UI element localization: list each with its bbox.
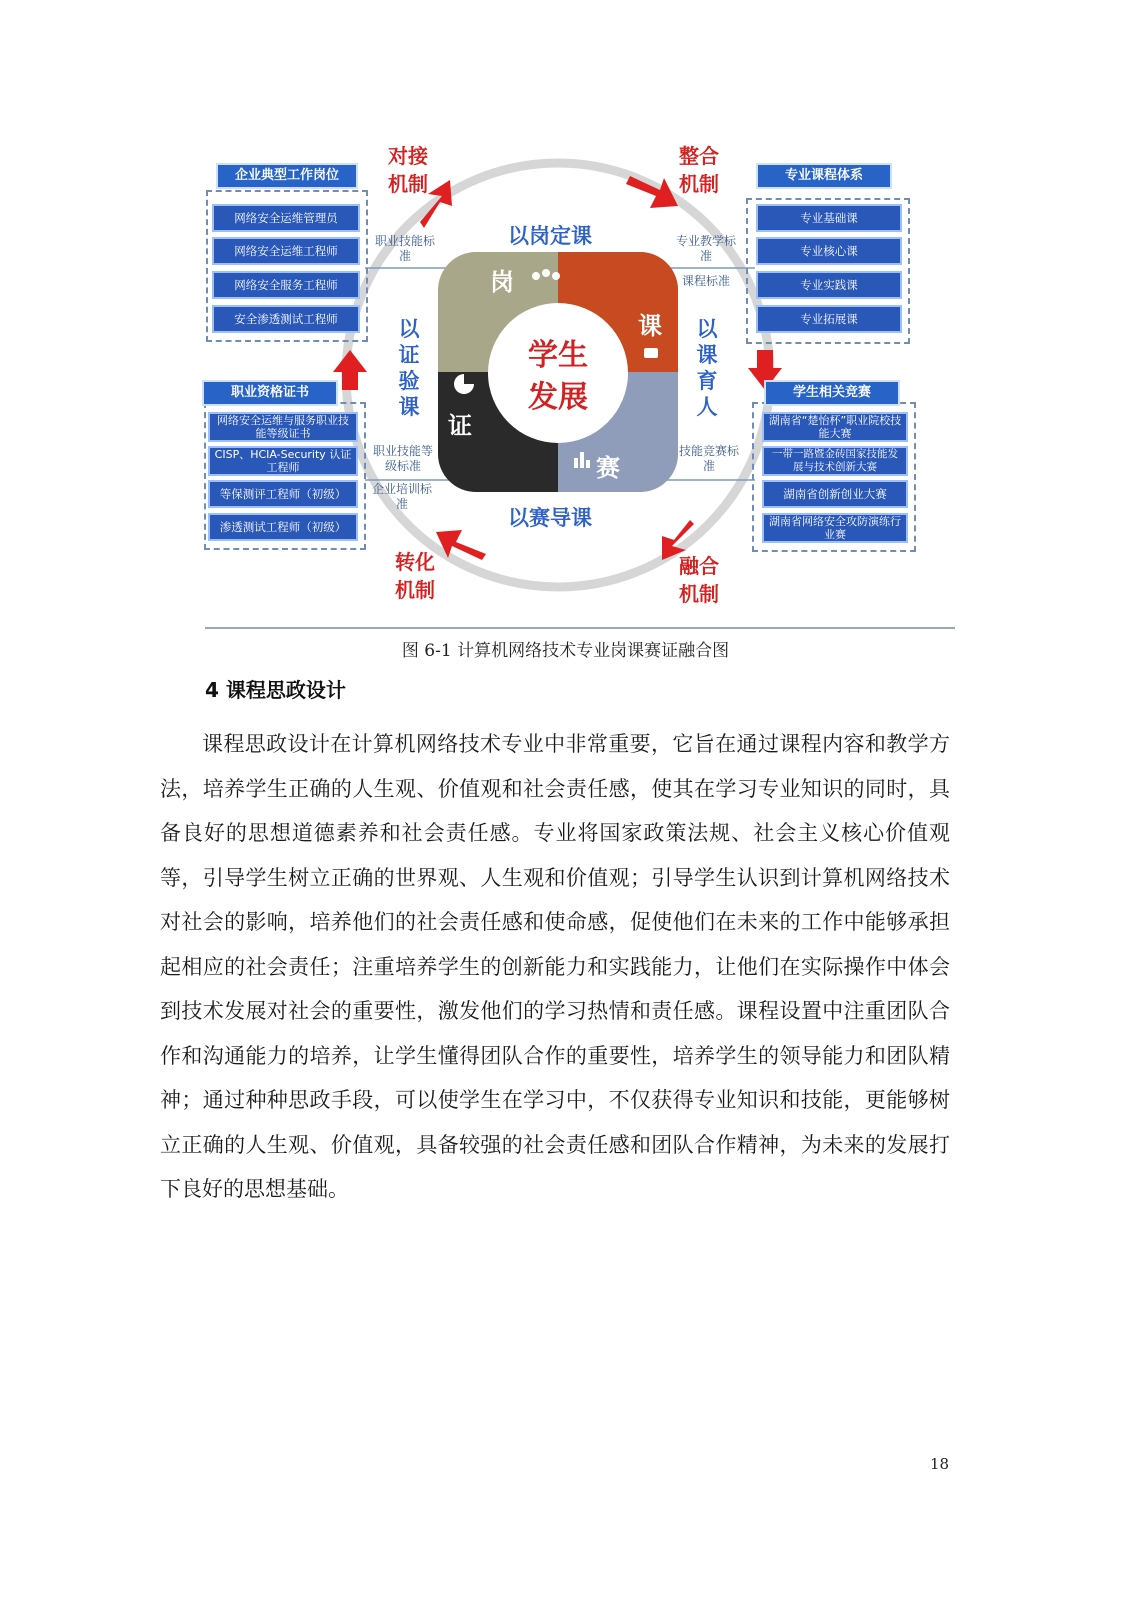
mechanism-top-right: 整合机制	[679, 144, 719, 196]
petal-label-gang: 岗	[490, 268, 514, 296]
right-panel-item: 专业基础课	[756, 204, 902, 232]
standard-label: 职业技能等级标准	[372, 444, 433, 473]
briefcase-icon	[644, 348, 658, 358]
right-panel-item: 专业核心课	[756, 237, 902, 265]
ring-label-top: 以岗定课	[508, 224, 592, 248]
mechanism-bottom-right: 融合机制	[679, 554, 719, 606]
petal-label-sai: 赛	[596, 454, 620, 482]
right-panel-item: 专业拓展课	[756, 305, 902, 333]
arrow-left	[333, 350, 367, 390]
comp-panel-item: 湖南省“楚怡杯”职业院校技能大赛	[762, 412, 908, 442]
cert-panel-item: CISP、HCIA-Security 认证工程师	[208, 446, 358, 476]
section-title: 4 课程思政设计	[205, 678, 346, 702]
caption-rule	[205, 627, 955, 629]
standard-label: 企业培训标准	[372, 482, 433, 511]
standard-label: 课程标准	[681, 274, 730, 288]
left-panel-item: 网络安全运维管理员	[212, 204, 360, 232]
ring-label-left: 以证验课	[398, 317, 420, 419]
right-panel-item: 专业实践课	[756, 271, 902, 299]
left-panel-title: 企业典型工作岗位	[218, 165, 356, 187]
bar-chart-icon	[580, 452, 584, 468]
comp-panel-item: 湖南省网络安全攻防演练行业赛	[762, 513, 908, 543]
integration-diagram	[200, 140, 960, 620]
petal-label-zheng: 证	[448, 412, 472, 440]
standard-label: 职业技能标准	[374, 234, 435, 263]
right-panel-title: 专业课程体系	[758, 165, 890, 187]
people-icon	[542, 269, 550, 277]
ring-label-bottom: 以赛导课	[508, 506, 592, 530]
people-icon	[552, 272, 560, 280]
cert-panel-item: 等保测评工程师（初级）	[208, 480, 358, 508]
mechanism-top-left: 对接机制	[388, 144, 428, 196]
left-panel-item: 网络安全服务工程师	[212, 271, 360, 299]
figure-caption: 图 6-1 计算机网络技术专业岗课赛证融合图	[401, 641, 730, 661]
comp-panel-item: 一带一路暨金砖国家技能发展与技术创新大赛	[762, 446, 908, 476]
left-panel-item: 网络安全运维工程师	[212, 237, 360, 265]
people-icon	[532, 272, 540, 280]
page-number: 18	[930, 1455, 950, 1473]
center-label: 学生发展	[528, 338, 588, 415]
left-panel-item: 安全渗透测试工程师	[212, 305, 360, 333]
standard-label: 专业教学标准	[675, 234, 736, 263]
bar-chart-icon	[574, 458, 578, 468]
petal-label-ke: 课	[638, 312, 662, 340]
mechanism-bottom-left: 转化机制	[395, 550, 435, 602]
comp-panel-title: 学生相关竞赛	[766, 382, 898, 404]
comp-panel-item: 湖南省创新创业大赛	[762, 480, 908, 508]
ring-label-right: 以课育人	[696, 317, 718, 419]
cert-panel-title: 职业资格证书	[204, 382, 336, 404]
cert-panel-item: 网络安全运维与服务职业技能等级证书	[208, 412, 358, 442]
body-paragraph: 课程思政设计在计算机网络技术专业中非常重要，它旨在通过课程内容和教学方法，培养学生正确的人生观、价值观和社会责任感，使其在学习专业知识的同时，具备良好的思想道德素养和社会责任感。专业将国家政策法规、社会主义核心价值观等，引导学生树立正确的世界观、人生观和价值观；引导学生认识到计算机网络技术对社会的影响，培养他们的社会责任感和使命感，促使他们在未来的工作中能够承担起相应的社会责任；注重培养学生的创新能力和实践能力，让他们在实际操作中体会到技术发展对社会的重要性，激发他们的学习热情和责任感。课程设置中注重团队合作和沟通能力的培养，让学生懂得团队合作的重要性，培养学生的领导能力和团队精神；通过种种思政手段，可以使学生在学习中，不仅获得专业知识和技能，更能够树立正确的人生观、价值观，具备较强的社会责任感和团队合作精神，为未来的发展打下良好的思想基础。	[160, 732, 950, 1201]
cert-panel-item: 渗透测试工程师（初级）	[208, 513, 358, 541]
standard-label: 技能竞赛标准	[678, 444, 739, 473]
bar-chart-icon	[586, 460, 590, 468]
